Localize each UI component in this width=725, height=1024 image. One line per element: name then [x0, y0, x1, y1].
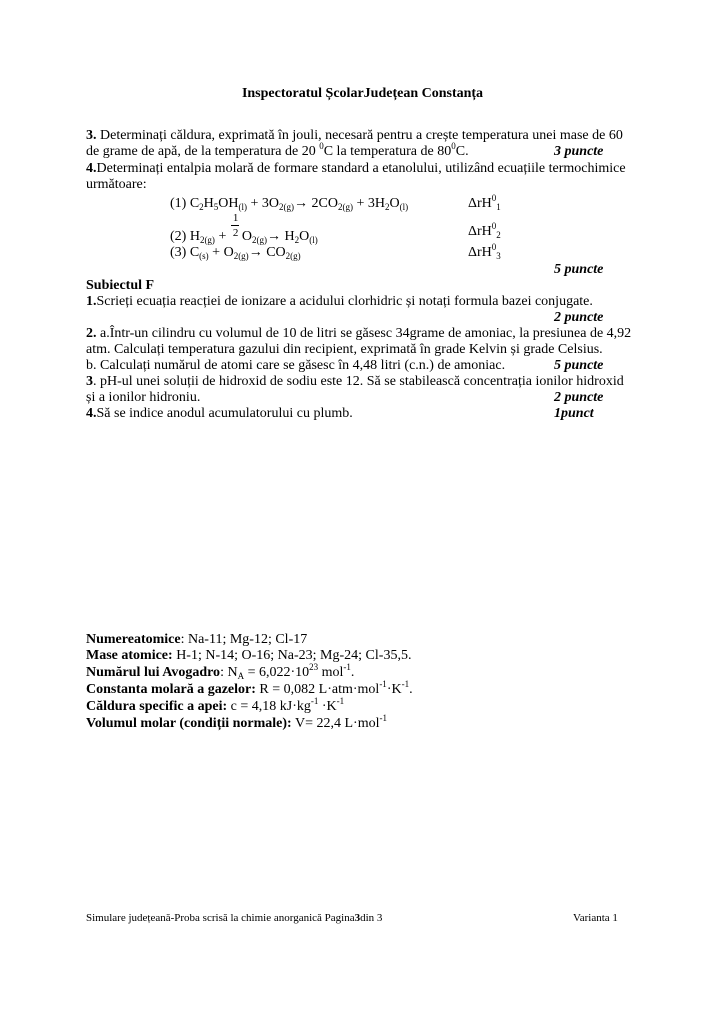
enthalpy-symbol: ΔrH: [468, 245, 492, 260]
item-1-text: Scrieți ecuația reacției de ionizare a acidului clorhidric și notați formula bazei conjugate.: [96, 294, 593, 309]
eq-sub: (l): [309, 235, 318, 245]
constant-label: Căldura specific a apei:: [86, 699, 228, 714]
item-4-number: 4.: [86, 406, 97, 421]
enthalpy-2: [468, 221, 501, 240]
eq-text: O: [299, 229, 310, 244]
subject-f-heading: [86, 278, 614, 294]
question-3-line-2: [86, 141, 614, 160]
question-3-text-1: Determinați căldura, exprimată în jouli, necesară pentru a crește temperatura unei mase de 60: [96, 128, 623, 143]
eq-text: → 2CO: [294, 196, 338, 211]
item-2-text-1: a.Într-un cilindru cu volumul de 10 de litri se găsesc 34grame de amoniac, la presiunea de 4,92: [96, 326, 632, 341]
subject-f-item-3-line-1: [86, 374, 624, 390]
item-4-text: Să se indice anodul acumulatorului cu plumb.: [96, 406, 353, 421]
enthalpy-sup: 0: [491, 221, 497, 231]
eq-sub: (l): [238, 202, 248, 212]
constant-sup: 23: [309, 662, 319, 672]
eq-sub: 2(g): [199, 235, 215, 245]
enthalpy-sub: 1: [496, 202, 501, 212]
enthalpy-1: [468, 193, 501, 212]
eq-sub: 2(g): [285, 251, 301, 261]
fraction-one-half: [230, 212, 242, 240]
eq-sub: (l): [399, 202, 409, 212]
constant-label: Numărul lui Avogadro: [86, 665, 221, 680]
fraction-numerator: 1: [232, 212, 239, 224]
enthalpy-sub: 3: [496, 251, 501, 261]
constant-molar-volume: [86, 713, 387, 732]
question-3-text-2c: C.: [455, 144, 469, 159]
subject-f-item-2-line-1: [86, 326, 632, 342]
item-2-points: 5 puncte: [554, 358, 604, 373]
constant-sup: -1: [379, 679, 387, 689]
question-4-number: 4.: [86, 161, 97, 176]
question-3-points: 3 puncte: [554, 144, 604, 159]
item-2-number: 2.: [86, 326, 97, 341]
constant-label: Constanta molară a gazelor:: [86, 682, 256, 697]
enthalpy-symbol: ΔrH: [468, 196, 492, 211]
question-4: [86, 161, 626, 193]
constant-sup: -1: [310, 696, 319, 706]
degree-superscript: 0: [319, 141, 324, 151]
equation-3: [170, 245, 301, 261]
enthalpy-sup: 0: [491, 242, 497, 252]
question-3: [86, 128, 623, 160]
constant-value: .: [350, 665, 355, 680]
eq-sub: 2(g): [251, 235, 267, 245]
constant-atomic-masses: [86, 648, 411, 664]
constant-label: Numereatomice: [86, 632, 181, 647]
constant-sup: -1: [401, 679, 410, 689]
item-2-text-3: b. Calculați numărul de atomi care se găsesc în 4,48 litri (c.n.) de amoniac.: [86, 358, 506, 373]
eq-text: → H: [266, 229, 295, 244]
footer-left: [86, 910, 382, 926]
item-1-number: 1.: [86, 294, 97, 309]
constant-specific-heat: [86, 696, 345, 715]
constant-value: : Na-11; Mg-12; Cl-17: [180, 632, 308, 647]
constant-value: .: [409, 682, 413, 697]
eq-text: +: [214, 229, 230, 244]
question-3-line-1: [86, 128, 623, 144]
eq-sub: 5: [213, 202, 219, 212]
eq-sub: 2(g): [233, 251, 249, 261]
question-4-text-1: Determinați entalpia molară de formare standard a etanolului, utilizând ecuațiile termochimice: [96, 161, 626, 176]
constant-value: : N: [220, 665, 238, 680]
subject-f-item-3-line-2: [86, 390, 614, 406]
eq-text: + O: [208, 245, 234, 260]
footer-text: din 3: [360, 912, 383, 924]
fraction-denominator: 2: [232, 227, 239, 239]
eq-sub: 2: [199, 202, 204, 212]
question-4-line-2: următoare:: [86, 177, 147, 192]
constant-avogadro: [86, 662, 355, 681]
page-title: Inspectoratul ȘcolarJudețean Constanța: [241, 86, 484, 101]
constant-label: Mase atomice:: [86, 648, 173, 663]
equation-2: [170, 212, 318, 245]
equation-1: [170, 196, 408, 212]
eq-text: → CO: [248, 245, 286, 260]
eq-text: H: [203, 196, 214, 211]
constant-sup: -1: [343, 662, 351, 672]
item-3-points: 2 puncte: [554, 390, 604, 405]
item-1-points: 2 puncte: [554, 310, 604, 325]
eq-sub: 2: [294, 235, 300, 245]
eq-text: + 3H: [353, 196, 386, 211]
footer-text: Simulare județeană-Proba scrisă la chimie anorganică Pagina: [86, 912, 355, 924]
footer-page-number: 3: [354, 912, 361, 924]
eq-sub: 2: [385, 202, 390, 212]
enthalpy-sup: 0: [491, 193, 497, 203]
constant-sup: -1: [336, 696, 345, 706]
enthalpy-3: [468, 242, 501, 261]
constant-sup: -1: [379, 713, 387, 723]
eq-sub: 2(g): [279, 202, 295, 212]
question-3-text-2a: de grame de apă, de la temperatura de 20: [86, 144, 320, 159]
subject-f-item-1-points-line: [86, 310, 614, 326]
item-3-number: 3: [86, 374, 93, 389]
item-3-text-1: . pH-ul unei soluții de hidroxid de sodiu este 12. Să se stabilească concentrația ionilor hidroxid: [93, 374, 624, 389]
constant-sub: A: [237, 671, 245, 681]
constant-atomic-numbers: [86, 632, 307, 648]
subject-f-title: Subiectul F: [86, 278, 155, 293]
eq-sub: 2(g): [338, 202, 353, 212]
constant-value: = 6,022·10: [244, 665, 310, 680]
subject-f-item-1: [86, 294, 614, 310]
question-4-line-1: [86, 161, 626, 177]
eq-text: (2) H: [170, 229, 200, 244]
question-4-points: 5 puncte: [554, 262, 604, 277]
item-4-points: 1punct: [554, 406, 594, 421]
eq-text: (1) C: [170, 196, 200, 211]
constant-value: ·K: [318, 699, 337, 714]
question-3-text-2b: C la temperatura de 80: [323, 144, 452, 159]
eq-text: + 3O: [247, 196, 280, 211]
eq-sub: (s): [199, 251, 209, 261]
enthalpy-symbol: ΔrH: [468, 224, 492, 239]
constant-value: R = 0,082 L·atm·mol: [255, 682, 380, 697]
degree-superscript: 0: [451, 141, 456, 151]
footer-variant: Varianta 1: [573, 912, 618, 924]
eq-text: OH: [218, 196, 239, 211]
constant-value: V= 22,4 L·mol: [291, 716, 380, 731]
subject-f-item-4: [86, 406, 614, 422]
question-3-number: 3.: [86, 128, 97, 143]
item-3-text-2: și a ionilor hidroniu.: [86, 390, 201, 405]
enthalpy-sub: 2: [496, 230, 501, 240]
constant-label: Volumul molar (condiții normale):: [86, 716, 292, 731]
constant-gas: [86, 679, 413, 698]
eq-text: (3) C: [170, 245, 200, 260]
constant-value: H-1; N-14; O-16; Na-23; Mg-24; Cl-35,5.: [172, 648, 412, 663]
constant-value: c = 4,18 kJ·kg: [227, 699, 311, 714]
eq-text: O: [241, 229, 252, 244]
subject-f-item-2-line-3: [86, 358, 614, 374]
constant-value: mol: [318, 665, 344, 680]
eq-text: O: [389, 196, 400, 211]
subject-f-item-2-line-2: atm. Calculați temperatura gazului din recipient, exprimată în grade Kelvin și grade Celsius.: [86, 342, 603, 357]
constant-value: ·K: [386, 682, 402, 697]
subject-f: [86, 278, 632, 422]
